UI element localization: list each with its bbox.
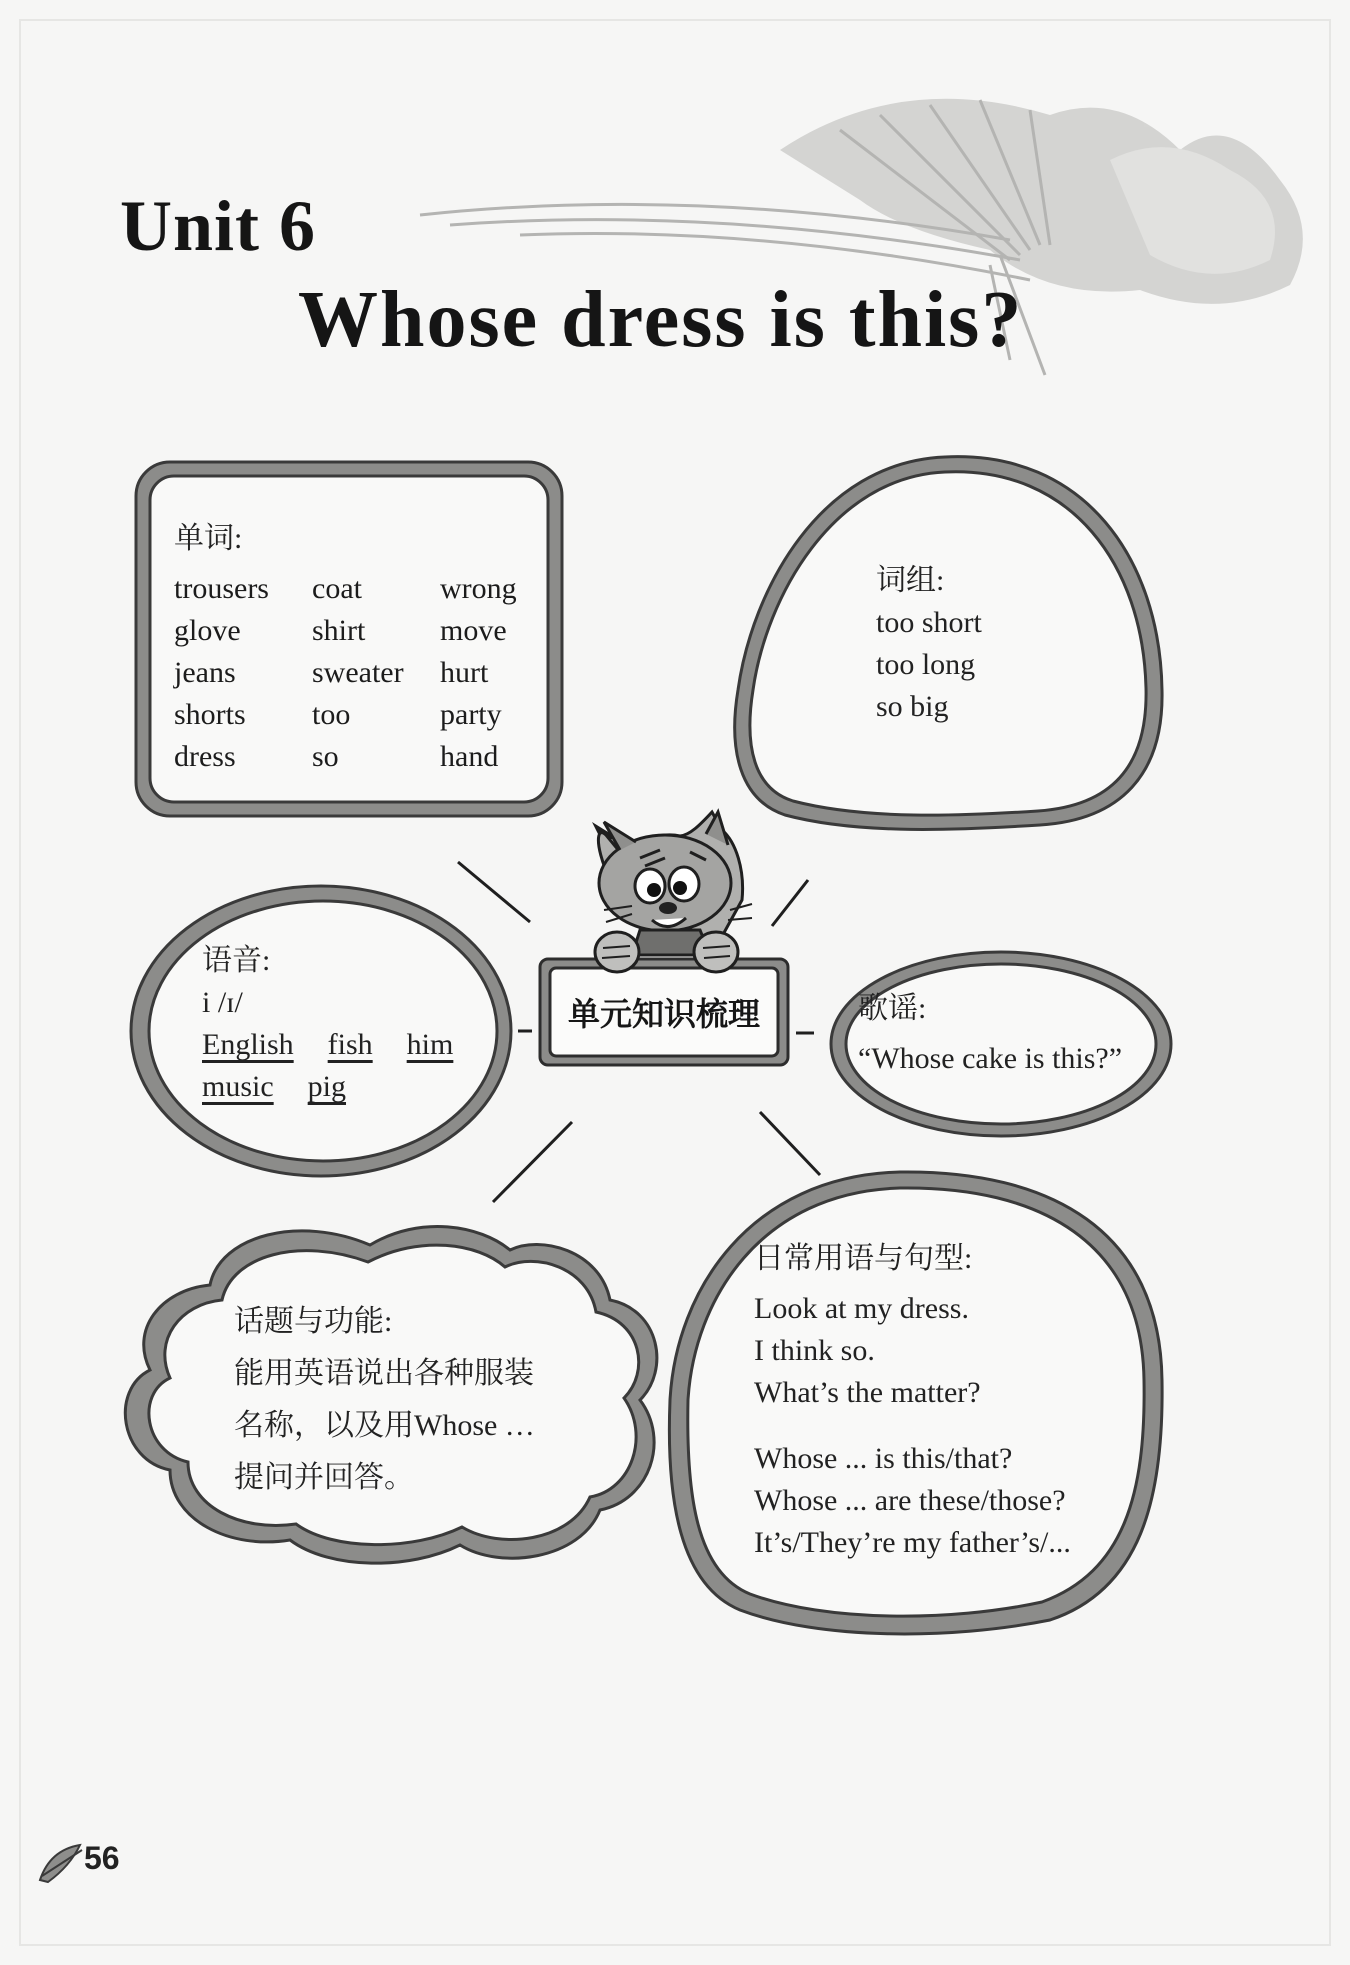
phonics-word: him [406,1028,454,1061]
phrase-item: too short [876,606,982,639]
phonics-words-line2 [202,1066,453,1108]
vocab-word: dress [174,740,236,773]
phonics-word: music [202,1070,274,1103]
song-section [858,988,1122,1080]
song-heading: 歌谣: [858,992,927,1025]
vocab-word: jeans [174,656,236,689]
vocab-word: hurt [440,656,489,689]
phonics-heading: 语音: [202,944,271,977]
leaf-icon [40,1845,82,1882]
phrase-item: too long [876,648,976,681]
expressions-section [754,1238,1071,1564]
vocab-word: coat [312,572,362,605]
unit-heading: Unit 6 [120,186,317,266]
vocab-word: wrong [440,572,517,605]
vocab-word: party [440,698,502,731]
phrases-heading: 词组: [876,564,945,597]
phrase-item: so big [876,690,949,723]
cat-mascot-icon [592,812,752,972]
vocab-word: trousers [174,572,269,605]
expression-line: It’s/They’re my father’s/... [754,1526,1071,1559]
topic-heading: 话题与功能: [234,1305,393,1338]
phonics-sound: i /ɪ/ [202,986,243,1019]
vocab-word: shirt [312,614,366,647]
center-label: 单元知识梳理 [567,995,760,1033]
topic-line: 名称，以及用Whose … [234,1409,535,1442]
topic-section [234,1296,535,1504]
vocab-word: move [440,614,507,647]
expression-line: What’s the matter? [754,1376,981,1409]
vocab-word: glove [174,614,241,647]
page-number: 56 [84,1840,120,1876]
topic-line: 提问并回答。 [234,1461,414,1494]
expression-line: Look at my dress. [754,1292,969,1325]
vocab-word: too [312,698,351,731]
phrases-section [876,560,982,728]
vocab-word: hand [440,740,499,773]
vocabulary-grid [174,568,560,778]
phonics-word: pig [307,1070,347,1103]
expression-line: Whose ... is this/that? [754,1442,1013,1475]
phonics-word: English [202,1028,294,1061]
phonics-word: fish [327,1028,373,1061]
expressions-heading: 日常用语与句型: [754,1242,973,1275]
phonics-section [202,940,453,1108]
vocabulary-heading: 单词: [174,522,243,555]
vocab-word: sweater [312,656,404,689]
page-title: Whose dress is this? [298,276,1024,364]
expression-line: I think so. [754,1334,875,1367]
phonics-words-line1 [202,1024,453,1066]
song-title: “Whose cake is this?” [858,1042,1123,1075]
expression-line: Whose ... are these/those? [754,1484,1066,1517]
vocab-word: shorts [174,698,246,731]
topic-line: 能用英语说出各种服装 [234,1357,534,1390]
vocab-word: so [312,740,339,773]
